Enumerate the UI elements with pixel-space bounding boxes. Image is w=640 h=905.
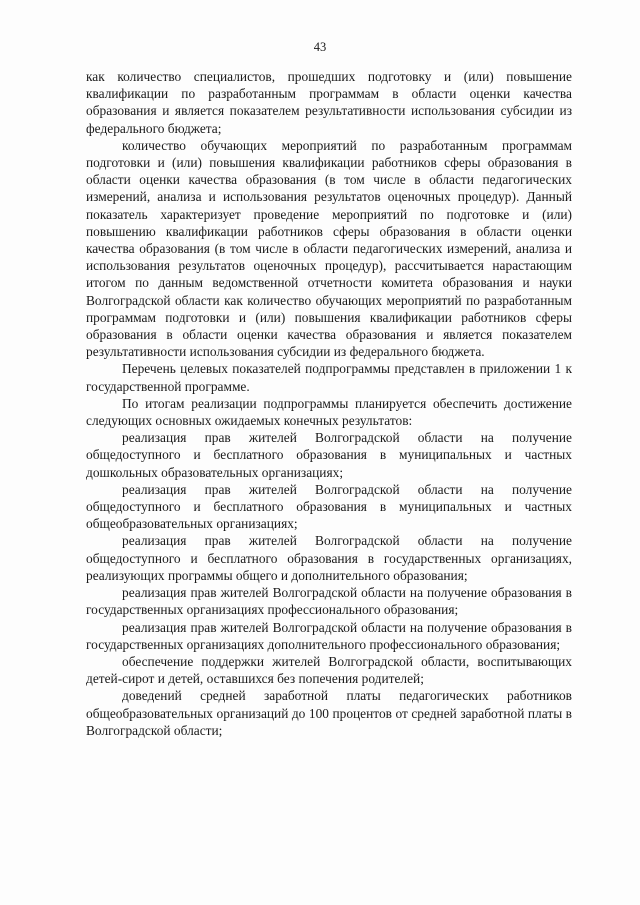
- paragraph: как количество специалистов, прошедших подготовку и (или) повышение квалификации по разработанным программам в области оценки качества образования и является показателем результативности использования субсидии из федерального бюджета;: [86, 69, 572, 136]
- paragraph: количество обучающих мероприятий по разработанным программам подготовки и (или) повышения квалификации работников сферы образования в области оценки качества образования (в том числе в области педагогических измерений, анализа и использования результатов оценочных процедур). Данный показатель характеризует проведение мероприятий по подготовке и (или) повышению квалификации работников сферы образования в области оценки качества образования (в том числе в области педагогических измерений, анализа и использования результатов оценочных процедур), рассчитывается нарастающим итогом по данным ведомственной отчетности комитета образования и науки Волгоградской области как количество обучающих мероприятий по разработанным программам подготовки и (или) повышения квалификации работников сферы образования в области оценки качества образования и является показателем результативности использования субсидии из федерального бюджета.: [86, 137, 572, 360]
- paragraph: реализация прав жителей Волгоградской области на получение общедоступного и бесплатного образования в муниципальных и частных дошкольных образовательных организациях;: [86, 430, 572, 480]
- paragraph: обеспечение поддержки жителей Волгоградской области, воспитывающих детей-сирот и детей, оставшихся без попечения родителей;: [86, 653, 572, 687]
- document-body: [86, 68, 572, 739]
- paragraph: По итогам реализации подпрограммы планируется обеспечить достижение следующих основных ожидаемых конечных результатов:: [86, 395, 572, 429]
- paragraph: доведений средней заработной платы педагогических работников общеобразовательных организаций до 100 процентов от средней заработной платы в Волгоградской области;: [86, 688, 572, 738]
- paragraph: реализация прав жителей Волгоградской области на получение образования в государственных организациях профессионального образования;: [86, 585, 572, 618]
- paragraph: Перечень целевых показателей подпрограммы представлен в приложении 1 к государственной программе.: [86, 361, 572, 394]
- paragraph: реализация прав жителей Волгоградской области на получение общедоступного и бесплатного образования в государственных организациях, реализующих программы общего и дополнительного образования;: [86, 533, 572, 583]
- paragraph: реализация прав жителей Волгоградской области на получение образования в государственных организациях дополнительного профессионального образования;: [86, 619, 572, 652]
- page-number: 43: [313, 40, 327, 54]
- paragraph: реализация прав жителей Волгоградской области на получение общедоступного и бесплатного образования в муниципальных и частных общеобразовательных организациях;: [86, 481, 572, 532]
